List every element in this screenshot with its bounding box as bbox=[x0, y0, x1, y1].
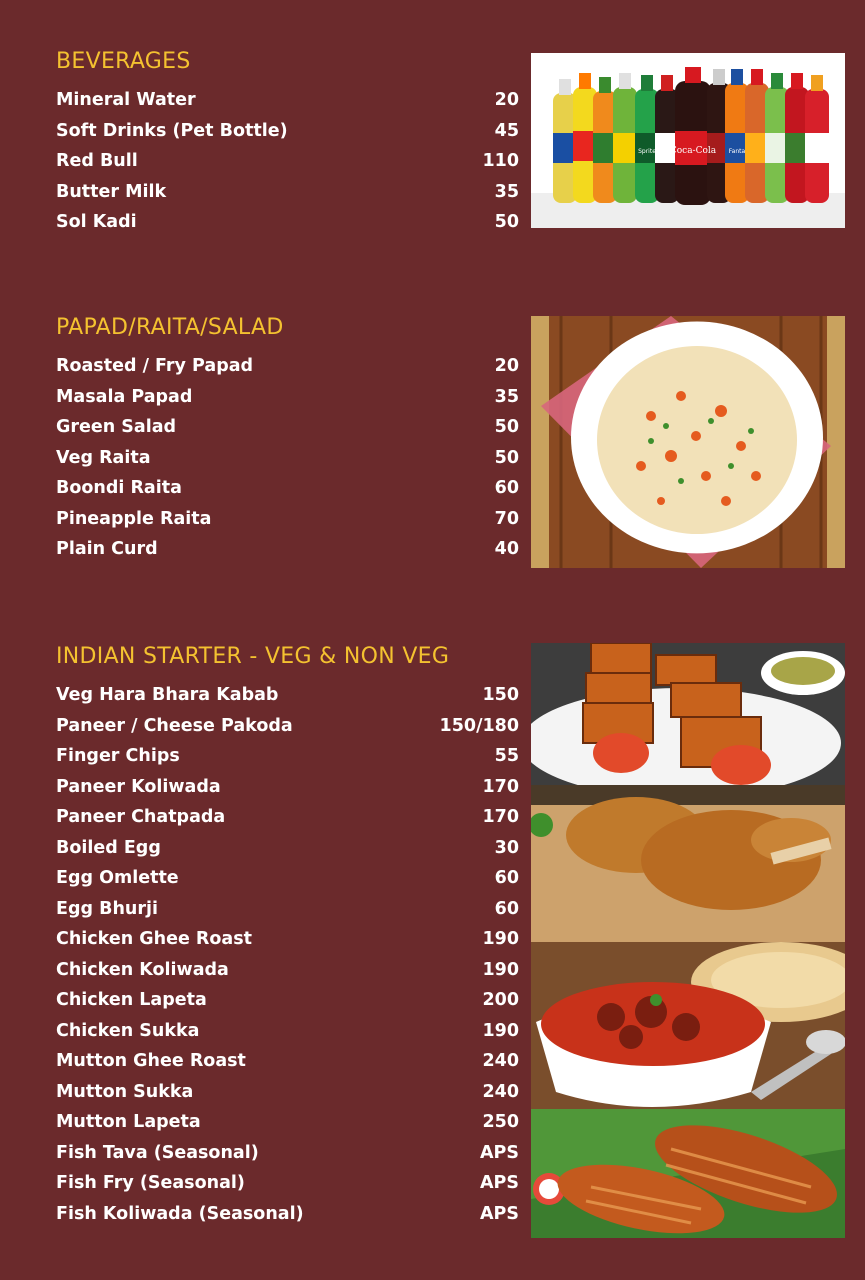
item-name: Veg Hara Bhara Kabab bbox=[56, 685, 279, 705]
mutton-curry-photo bbox=[531, 942, 845, 1109]
item-price: 190 bbox=[482, 929, 519, 949]
item-price: 20 bbox=[494, 356, 519, 376]
item-name: Soft Drinks (Pet Bottle) bbox=[56, 120, 288, 141]
item-name: Plain Curd bbox=[56, 539, 158, 559]
item-name: Veg Raita bbox=[56, 447, 151, 468]
item-name: Paneer / Cheese Pakoda bbox=[56, 715, 293, 736]
item-name: Roasted / Fry Papad bbox=[56, 356, 254, 376]
menu-item bbox=[56, 146, 519, 177]
item-price: 190 bbox=[482, 959, 519, 980]
item-name: Chicken Ghee Roast bbox=[56, 929, 253, 949]
menu-item bbox=[56, 1168, 519, 1199]
item-price: 60 bbox=[494, 868, 519, 888]
item-name: Sol Kadi bbox=[56, 212, 137, 232]
item-name: Egg Omlette bbox=[56, 868, 179, 888]
item-price: 190 bbox=[482, 1020, 519, 1041]
menu-item bbox=[56, 85, 519, 116]
menu-item bbox=[56, 1199, 519, 1230]
menu-item bbox=[56, 207, 519, 238]
item-name: Chicken Koliwada bbox=[56, 959, 229, 980]
fanta-logo-text: Fanta bbox=[728, 148, 746, 155]
item-price: APS bbox=[480, 1142, 519, 1163]
item-price: 150/180 bbox=[439, 715, 519, 736]
soft-drink-bottles-photo bbox=[531, 53, 845, 228]
section-beverages bbox=[56, 47, 519, 238]
section-heading: PAPAD/RAITA/SALAD bbox=[56, 315, 284, 340]
masala-papad-photo bbox=[531, 316, 845, 568]
menu-item bbox=[56, 351, 519, 382]
item-price: 200 bbox=[482, 990, 519, 1010]
item-name: Mutton Lapeta bbox=[56, 1112, 201, 1132]
item-name: Green Salad bbox=[56, 417, 177, 437]
item-name: Fish Fry (Seasonal) bbox=[56, 1173, 245, 1193]
coca-cola-logo-text: Coca-Cola bbox=[669, 146, 717, 156]
item-name: Boondi Raita bbox=[56, 478, 182, 498]
section-heading: INDIAN STARTER - VEG & NON VEG bbox=[56, 644, 450, 669]
item-name: Mineral Water bbox=[56, 90, 196, 110]
item-price: APS bbox=[480, 1203, 519, 1224]
fried-chicken-photo bbox=[531, 785, 845, 942]
menu-item bbox=[56, 1046, 519, 1077]
item-price: 50 bbox=[494, 212, 519, 232]
item-price: 20 bbox=[494, 90, 519, 110]
item-price: 170 bbox=[482, 807, 519, 827]
menu-item bbox=[56, 833, 519, 864]
item-price: 60 bbox=[494, 898, 519, 919]
item-price: 30 bbox=[494, 837, 519, 858]
paneer-tikka-photo bbox=[531, 643, 845, 785]
item-price: 50 bbox=[494, 417, 519, 437]
item-price: 35 bbox=[494, 386, 519, 407]
sprite-logo-text: Sprite bbox=[638, 148, 656, 155]
item-name: Pineapple Raita bbox=[56, 508, 212, 529]
section-indian-starter bbox=[56, 642, 519, 1229]
item-price: 240 bbox=[482, 1081, 519, 1102]
item-name: Mutton Ghee Roast bbox=[56, 1051, 246, 1071]
item-name: Masala Papad bbox=[56, 386, 193, 407]
section-papad-raita-salad bbox=[56, 313, 519, 565]
item-name: Finger Chips bbox=[56, 746, 180, 766]
item-name: Paneer Chatpada bbox=[56, 807, 226, 827]
item-name: Red Bull bbox=[56, 151, 138, 171]
menu-item bbox=[56, 802, 519, 833]
item-name: Butter Milk bbox=[56, 181, 167, 202]
menu-item bbox=[56, 382, 519, 413]
item-price: 170 bbox=[482, 776, 519, 797]
item-name: Mutton Sukka bbox=[56, 1081, 194, 1102]
item-price: 250 bbox=[482, 1112, 519, 1132]
item-name: Boiled Egg bbox=[56, 837, 161, 858]
item-price: APS bbox=[480, 1173, 519, 1193]
menu-item bbox=[56, 711, 519, 742]
item-name: Paneer Koliwada bbox=[56, 776, 221, 797]
menu-item bbox=[56, 863, 519, 894]
item-price: 55 bbox=[494, 746, 519, 766]
item-price: 150 bbox=[482, 685, 519, 705]
fish-tava-photo bbox=[531, 1109, 845, 1238]
menu-item bbox=[56, 1016, 519, 1047]
menu-item bbox=[56, 177, 519, 208]
item-price: 40 bbox=[494, 539, 519, 559]
item-price: 60 bbox=[494, 478, 519, 498]
menu-item bbox=[56, 1138, 519, 1169]
menu-item bbox=[56, 412, 519, 443]
menu-item bbox=[56, 504, 519, 535]
menu-item bbox=[56, 534, 519, 565]
item-price: 35 bbox=[494, 181, 519, 202]
item-price: 110 bbox=[482, 151, 519, 171]
menu-item bbox=[56, 1077, 519, 1108]
menu-item bbox=[56, 473, 519, 504]
item-price: 240 bbox=[482, 1051, 519, 1071]
item-name: Fish Koliwada (Seasonal) bbox=[56, 1203, 304, 1224]
item-price: 50 bbox=[494, 447, 519, 468]
item-name: Fish Tava (Seasonal) bbox=[56, 1142, 259, 1163]
menu-item bbox=[56, 1107, 519, 1138]
item-price: 70 bbox=[494, 508, 519, 529]
menu-item bbox=[56, 955, 519, 986]
menu-item bbox=[56, 443, 519, 474]
item-name: Chicken Sukka bbox=[56, 1020, 200, 1041]
menu-item bbox=[56, 894, 519, 925]
item-name: Chicken Lapeta bbox=[56, 990, 207, 1010]
menu-item bbox=[56, 924, 519, 955]
menu-item bbox=[56, 116, 519, 147]
menu-item bbox=[56, 680, 519, 711]
section-heading: BEVERAGES bbox=[56, 49, 191, 74]
item-price: 45 bbox=[494, 120, 519, 141]
menu-item bbox=[56, 741, 519, 772]
menu-item bbox=[56, 772, 519, 803]
menu-item bbox=[56, 985, 519, 1016]
item-name: Egg Bhurji bbox=[56, 898, 158, 919]
